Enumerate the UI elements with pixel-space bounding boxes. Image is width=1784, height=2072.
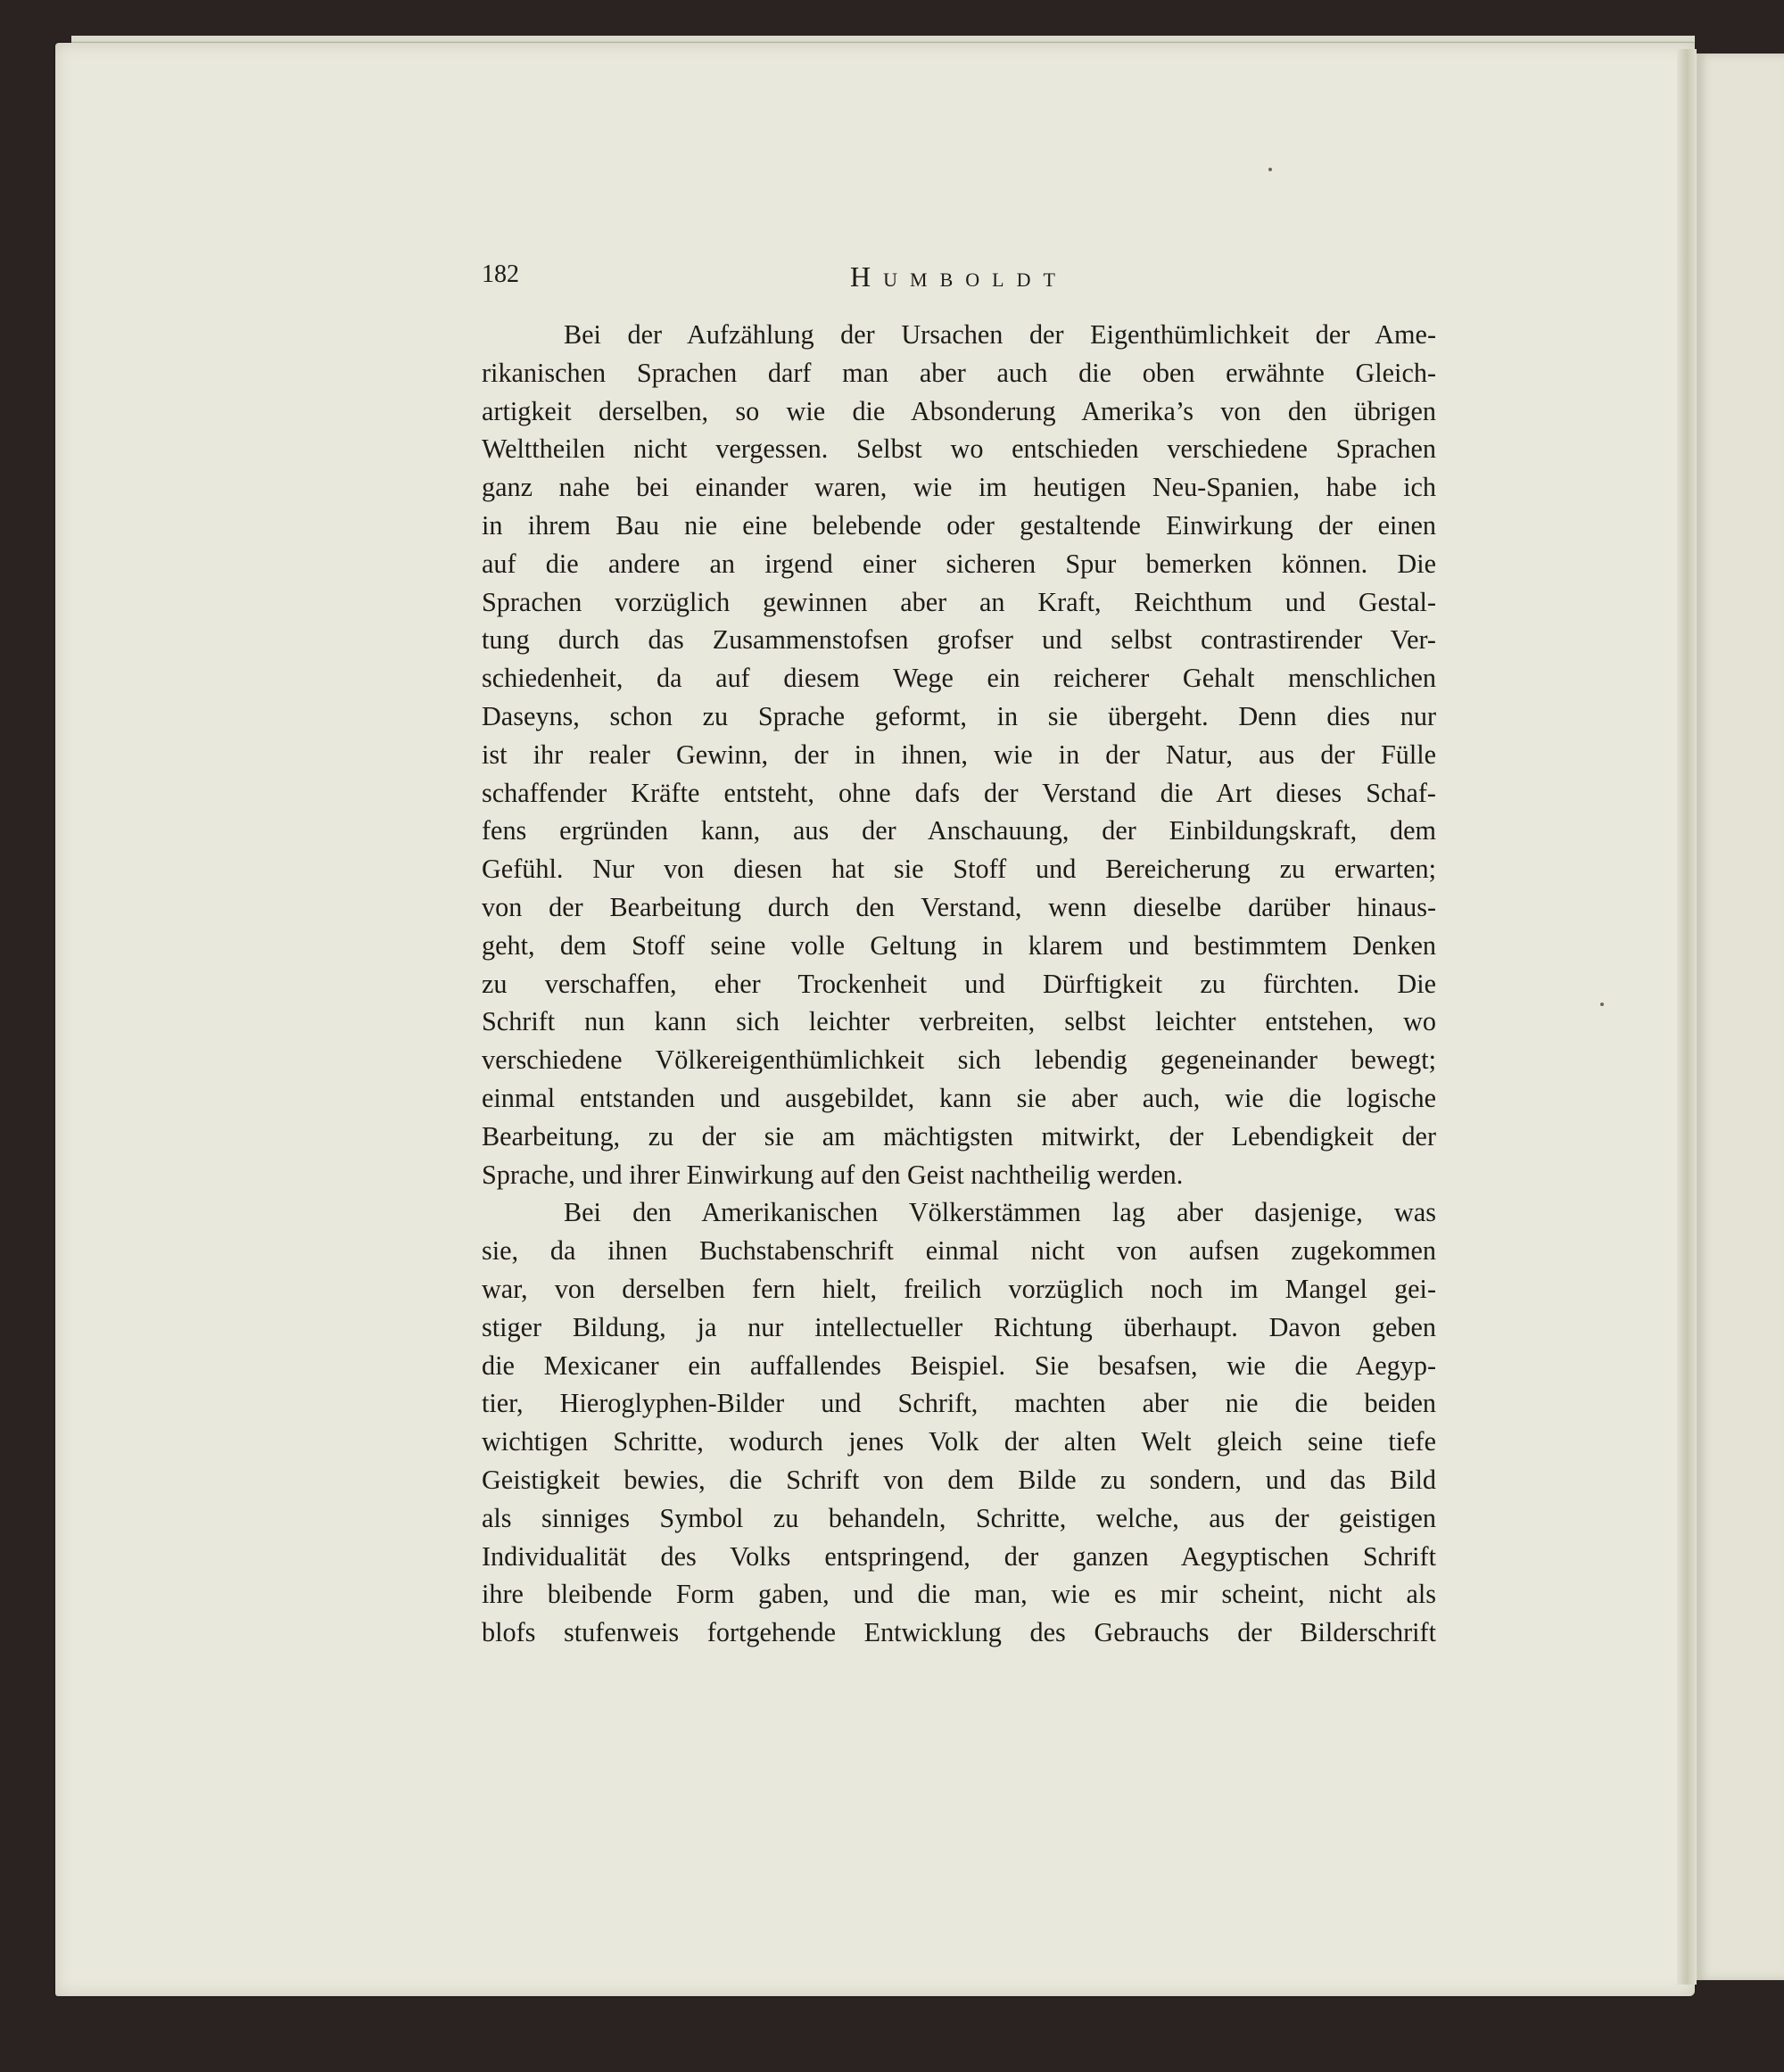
text-line: zu verschaffen, eher Trockenheit und Dürftigkeit zu fürchten. Die (482, 968, 1436, 999)
text-line: ihre bleibende Form gaben, und die man, wie es mir scheint, nicht als (482, 1579, 1436, 1610)
text-line: Sprachen vorzüglich gewinnen aber an Kraft, Reichthum und Gestal- (482, 586, 1436, 617)
text-line: geht, dem Stoff seine volle Geltung in klarem und bestimmtem Denken (482, 929, 1436, 961)
text-line: Individualität des Volks entspringend, der ganzen Aegyptischen Schrift (482, 1540, 1436, 1572)
text-line: Geistigkeit bewies, die Schrift von dem Bilde zu sondern, und das Bild (482, 1464, 1436, 1495)
text-line: verschiedene Völkereigenthümlichkeit sich lebendig gegeneinander bewegt; (482, 1044, 1436, 1076)
text-line: Daseyns, schon zu Sprache geformt, in sie übergeht. Denn dies nur (482, 700, 1436, 731)
running-head (482, 260, 1436, 296)
text-line: Bearbeitung, zu der sie am mächtigsten mitwirkt, der Lebendigkeit der (482, 1120, 1436, 1152)
facing-page-edge (1695, 54, 1784, 1980)
text-line: stiger Bildung, ja nur intellectueller Richtung überhaupt. Davon geben (482, 1311, 1436, 1342)
text-line: Bei den Amerikanischen Völkerstämmen lag aber dasjenige, was (564, 1197, 1436, 1228)
text-line: als sinniges Symbol zu behandeln, Schritte, welche, aus der geistigen (482, 1502, 1436, 1533)
text-line: die Mexicaner ein auffallendes Beispiel. Sie besafsen, wie die Aegyp- (482, 1350, 1436, 1381)
text-line: Sprache, und ihrer Einwirkung auf den Geist nachtheilig werden. (482, 1159, 1184, 1190)
text-line: sie, da ihnen Buchstabenschrift einmal nicht von aufsen zugekommen (482, 1235, 1436, 1267)
running-title: HUMBOLDT (850, 260, 1068, 293)
text-line: tung durch das Zusammenstofsen grofser und selbst contrastirender Ver- (482, 624, 1436, 656)
text-line: rikanischen Sprachen darf man aber auch die oben erwähnte Gleich- (482, 357, 1436, 388)
book-gutter (1677, 49, 1697, 1985)
paragraph (482, 316, 1436, 1193)
text-line: auf die andere an irgend einer sicheren Spur bemerken können. Die (482, 548, 1436, 579)
text-line: Welttheilen nicht vergessen. Selbst wo entschieden verschiedene Sprachen (482, 433, 1436, 465)
text-line: schiedenheit, da auf diesem Wege ein reicherer Gehalt menschlichen (482, 663, 1436, 694)
text-line: ganz nahe bei einander waren, wie im heutigen Neu-Spanien, habe ich (482, 472, 1436, 503)
text-line: Bei der Aufzählung der Ursachen der Eigenthümlichkeit der Ame- (564, 319, 1436, 350)
text-line: schaffender Kräfte entsteht, ohne dafs der Verstand die Art dieses Schaf- (482, 777, 1436, 808)
paragraph (482, 1193, 1436, 1652)
page-number: 182 (482, 260, 519, 288)
text-line: wichtigen Schritte, wodurch jenes Volk der alten Welt gleich seine tiefe (482, 1426, 1436, 1457)
text-line: Gefühl. Nur von diesen hat sie Stoff und Bereicherung zu erwarten; (482, 854, 1436, 885)
text-line: ist ihr realer Gewinn, der in ihnen, wie in der Natur, aus der Fülle (482, 739, 1436, 770)
body-text (482, 316, 1436, 1652)
text-line: tier, Hieroglyphen-Bilder und Schrift, machten aber nie die beiden (482, 1388, 1436, 1419)
text-line: artigkeit derselben, so wie die Absonderung Amerika’s von den übrigen (482, 395, 1436, 426)
text-line: Schrift nun kann sich leichter verbreiten, selbst leichter entstehen, wo (482, 1006, 1436, 1037)
text-line: von der Bearbeitung durch den Verstand, wenn dieselbe darüber hinaus- (482, 891, 1436, 922)
text-line: war, von derselben fern hielt, freilich vorzüglich noch im Mangel gei- (482, 1273, 1436, 1304)
text-line: in ihrem Bau nie eine belebende oder gestaltende Einwirkung der einen (482, 509, 1436, 541)
text-line: fens ergründen kann, aus der Anschauung, der Einbildungskraft, dem (482, 815, 1436, 846)
paper-speck (1268, 168, 1272, 171)
text-line: einmal entstanden und ausgebildet, kann sie aber auch, wie die logische (482, 1082, 1436, 1113)
text-line: blofs stufenweis fortgehende Entwicklung des Gebrauchs der Bilderschrift (482, 1617, 1436, 1648)
paper-speck (1600, 1003, 1604, 1006)
